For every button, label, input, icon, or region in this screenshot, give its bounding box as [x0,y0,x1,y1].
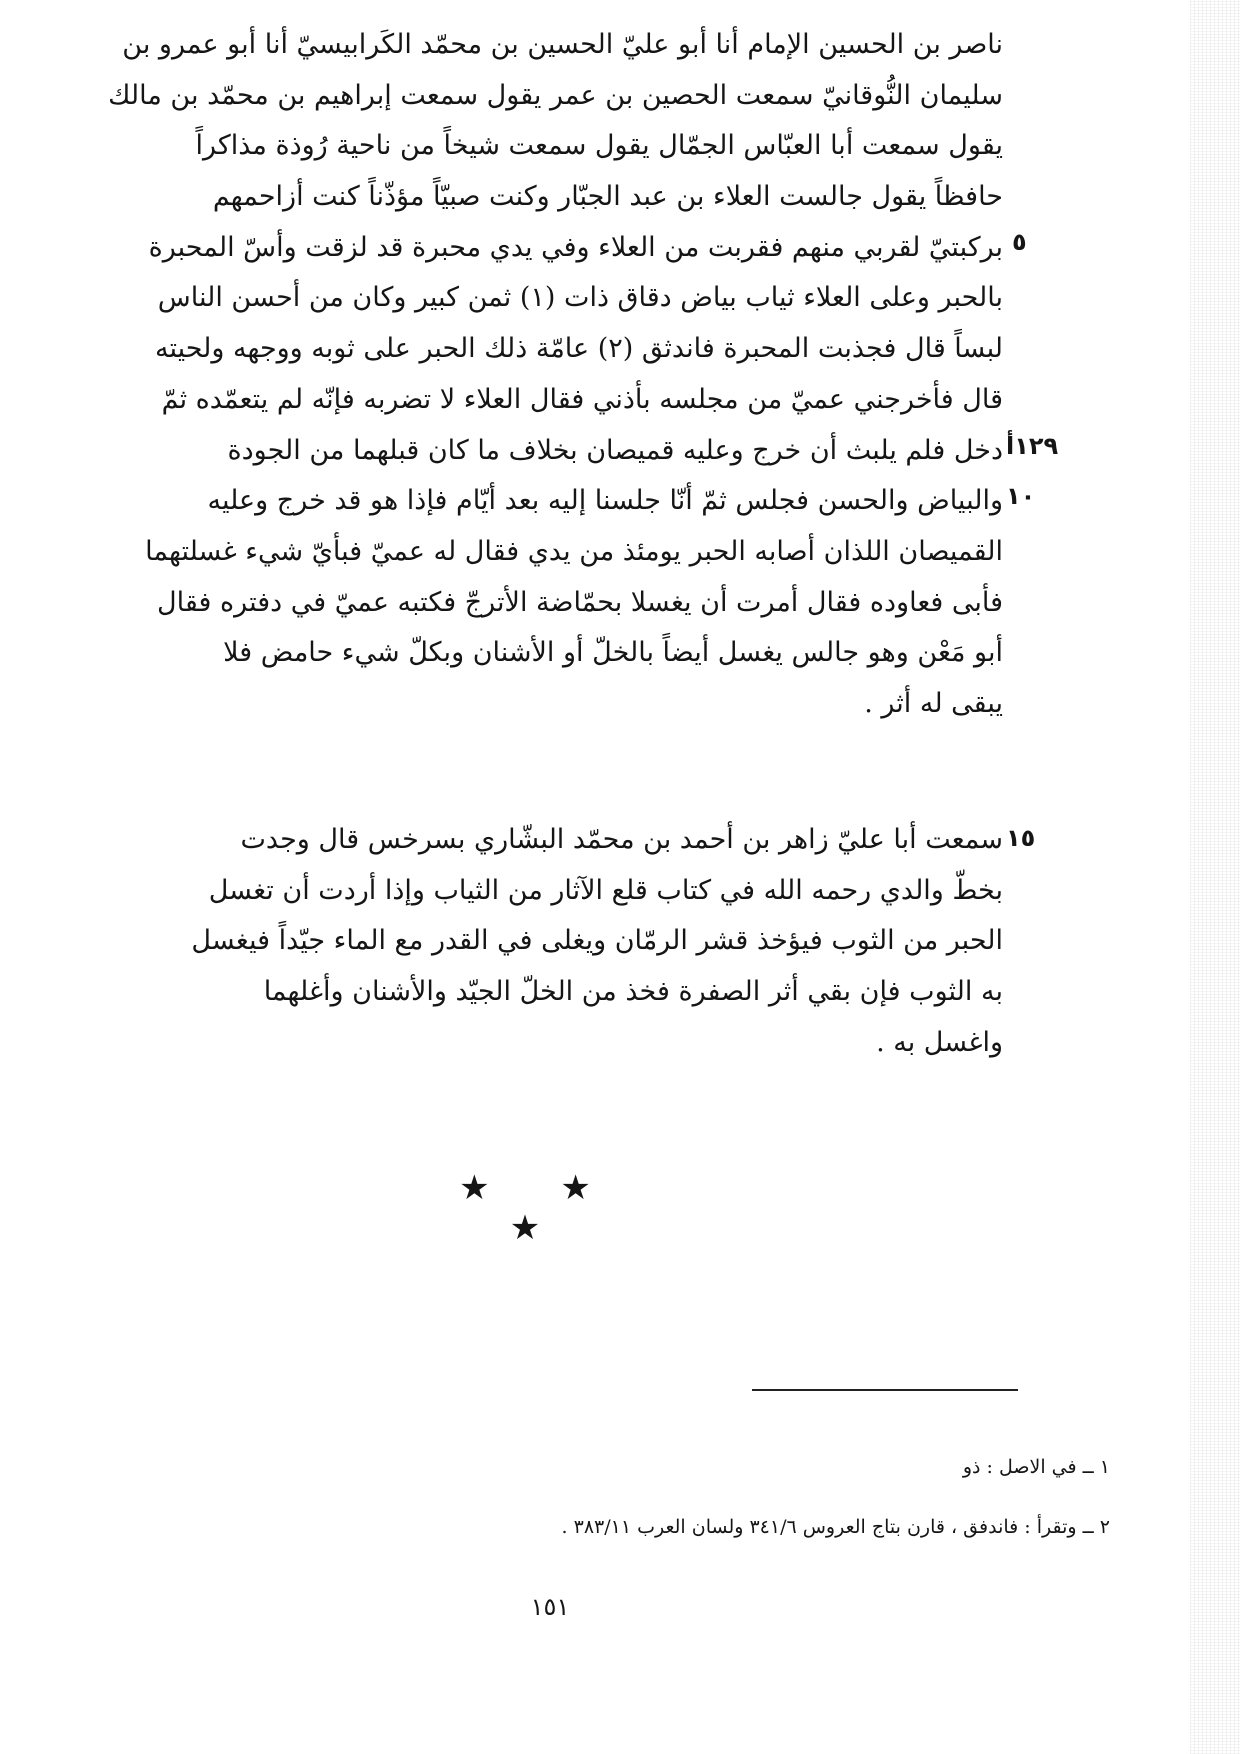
text-line: حافظاً يقول جالست العلاء بن عبد الجبّار وكنت صبيّاً مؤذّناً كنت أزاحمهم [212,181,1003,213]
text-line: سمعت أبا عليّ زاهر بن أحمد بن محمّد البشّاري بسرخس قال وجدت [240,824,1003,855]
margin-line-number: ٥ [1012,228,1027,256]
text-line: أبو مَعْن وهو جالس يغسل أيضاً بالخلّ أو الأشنان وبكلّ شيء حامض فلا [223,637,1003,669]
text-line: الحبر من الثوب فيؤخذ قشر الرمّان ويغلى في القدر مع الماء جيّداً فيغسل [191,925,1003,957]
text-line: ناصر بن الحسين الإمام أنا أبو عليّ الحسين بن محمّد الكَرابيسيّ أنا أبو عمرو بن [122,29,1003,60]
scan-edge-texture [1190,0,1240,1754]
text-line: قال فأخرجني عميّ من مجلسه بأذني فقال العلاء لا تضربه فإنّه لم يتعمّده ثمّ [161,383,1003,415]
text-line: بخطّ والدي رحمه الله في كتاب قلع الآثار من الثياب وإذا أردت أن تغسل [208,874,1003,906]
text-line: يبقى له أثر . [864,687,1003,719]
text-line: بركبتيّ لقربي منهم فقربت من العلاء وفي يدي محبرة قد لزقت وأسّ المحبرة [148,231,1003,263]
main-paragraph-1 [88,20,1003,730]
text-line: سليمان النُّوقانيّ سمعت الحصين بن عمر يقول سمعت إبراهيم بن محمّد بن مالك [108,79,1003,111]
text-line: يقول سمعت أبا العبّاس الجمّال يقول سمعت شيخاً من ناحية رُوذة مذاكراً [195,130,1003,162]
folio-marker: ١٢٩أ [1006,432,1059,460]
text-line: بالحبر وعلى العلاء ثياب بياض دقاق ذات (١) ثمن كبير وكان من أحسن الناس [157,282,1003,314]
text-line: القميصان اللذان أصابه الحبر يومئذ من يدي فقال له عميّ فبأيّ شيء غسلتهما [145,535,1003,567]
text-line: واغسل به . [876,1026,1003,1058]
footnote-divider [752,1389,1018,1391]
text-line: لبساً قال فجذبت المحبرة فاندثق (٢) عامّة ذلك الحبر على ثوبه ووجهه ولحيته [154,333,1003,365]
margin-line-number: ١٠ [1006,482,1036,510]
main-paragraph-2 [88,815,1003,1068]
text-line: دخل فلم يلبث أن خرج وعليه قميصان بخلاف ما كان قبلهما من الجودة [227,434,1003,466]
page-number: ١٥١ [530,1593,570,1621]
footnote: ٢ ــ وتقرأ : فاندفق ، قارن بتاج العروس ٣٤١/٦ ولسان العرب ٣٨٣/١١ . [561,1516,1110,1538]
text-line: فأبى فعاوده فقال أمرت أن يغسلا بحمّاضة الأترجّ فكتبه عميّ في دفتره فقال [157,586,1003,618]
footnotes [290,1452,1110,1572]
text-line: به الثوب فإن بقي أثر الصفرة فخذ من الخلّ الجيّد والأشنان وأغلهما [263,976,1003,1008]
text-line: والبياض والحسن فجلس ثمّ أنّا جلسنا إليه بعد أيّام فإذا هو قد خرج وعليه [207,485,1003,517]
footnote: ١ ــ في الاصل : ذو [962,1456,1110,1478]
section-separator-stars: ★ ★ ★ [459,1168,621,1248]
margin-line-number: ١٥ [1006,824,1036,852]
